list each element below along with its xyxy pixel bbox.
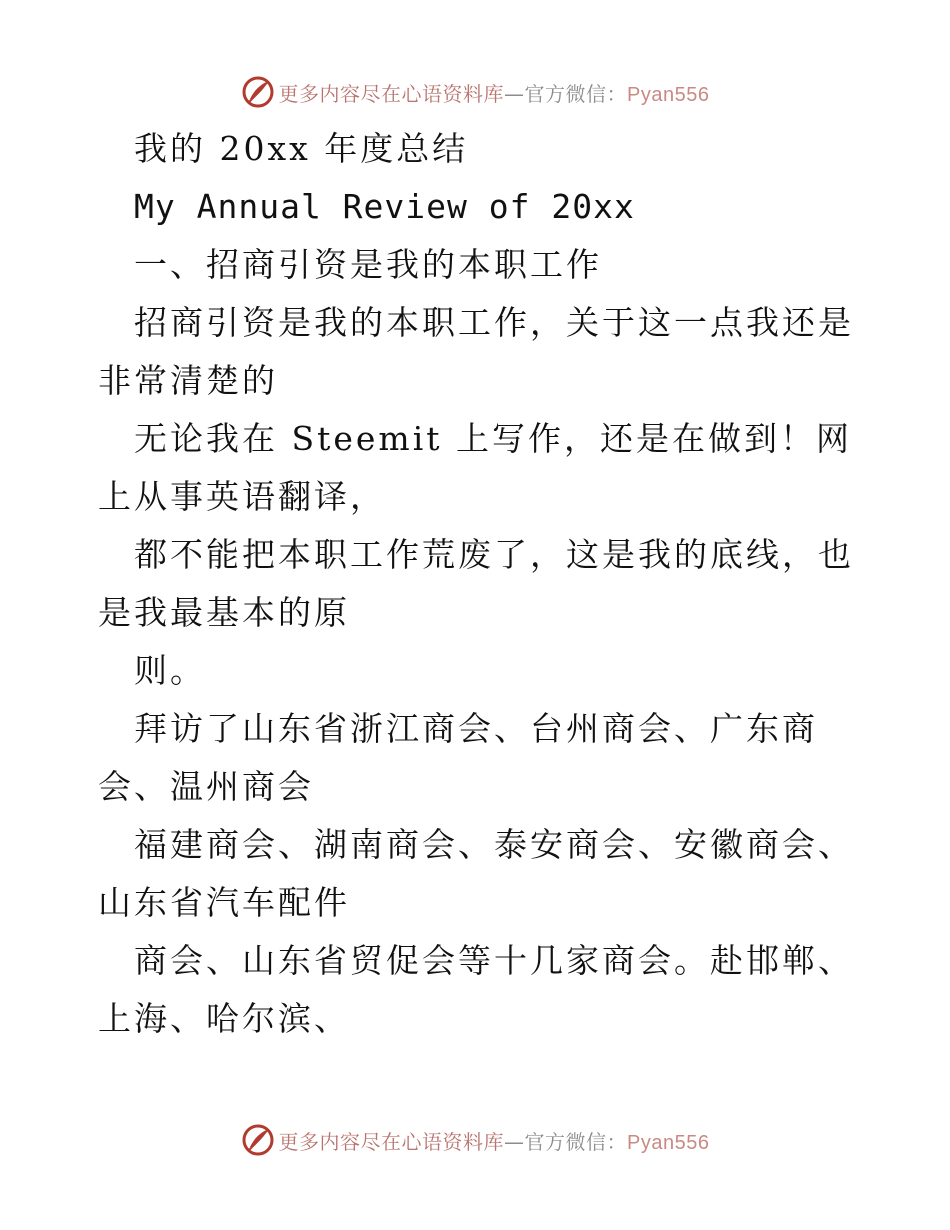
watermark-id: Pyan556 — [627, 83, 710, 106]
section-heading: 一、招商引资是我的本职工作 — [134, 245, 602, 284]
paragraph-line: 拜访了山东省浙江商会、台州商会、广东商会、温州商会 — [98, 709, 818, 806]
paragraph-line: 商会、山东省贸促会等十几家商会。赴邯郸、上海、哈尔滨、 — [98, 941, 854, 1038]
feather-logo-icon — [241, 75, 275, 109]
watermark-label: 官方微信： — [524, 1129, 628, 1154]
paragraph-line: 福建商会、湖南商会、泰安商会、安徽商会、山东省汽车配件 — [98, 825, 854, 922]
watermark-text — [279, 78, 710, 107]
paragraph-line: 无论我在 Steemit 上写作，还是在做到！网上从事英语翻译， — [98, 419, 853, 516]
document-body — [98, 120, 858, 1048]
paragraph-line: 都不能把本职工作荒废了，这是我的底线，也是我最基本的原 — [98, 535, 854, 632]
watermark-text — [279, 1126, 710, 1155]
feather-logo-icon — [241, 1123, 275, 1157]
watermark-dash: — — [504, 81, 525, 106]
paragraph-line: 则。 — [134, 651, 206, 690]
watermark-main: 更多内容尽在心语资料库 — [278, 81, 505, 106]
watermark-main: 更多内容尽在心语资料库 — [278, 1129, 505, 1154]
watermark-id: Pyan556 — [627, 1131, 710, 1154]
watermark-label: 官方微信： — [524, 81, 628, 106]
watermark-dash: — — [504, 1129, 525, 1154]
header-watermark — [0, 72, 950, 112]
paragraph-line: 招商引资是我的本职工作，关于这一点我还是非常清楚的 — [98, 303, 854, 400]
footer-watermark — [0, 1120, 950, 1160]
doc-title: 我的 20xx 年度总结 — [134, 129, 469, 168]
doc-subtitle: My Annual Review of 20xx — [134, 187, 635, 226]
